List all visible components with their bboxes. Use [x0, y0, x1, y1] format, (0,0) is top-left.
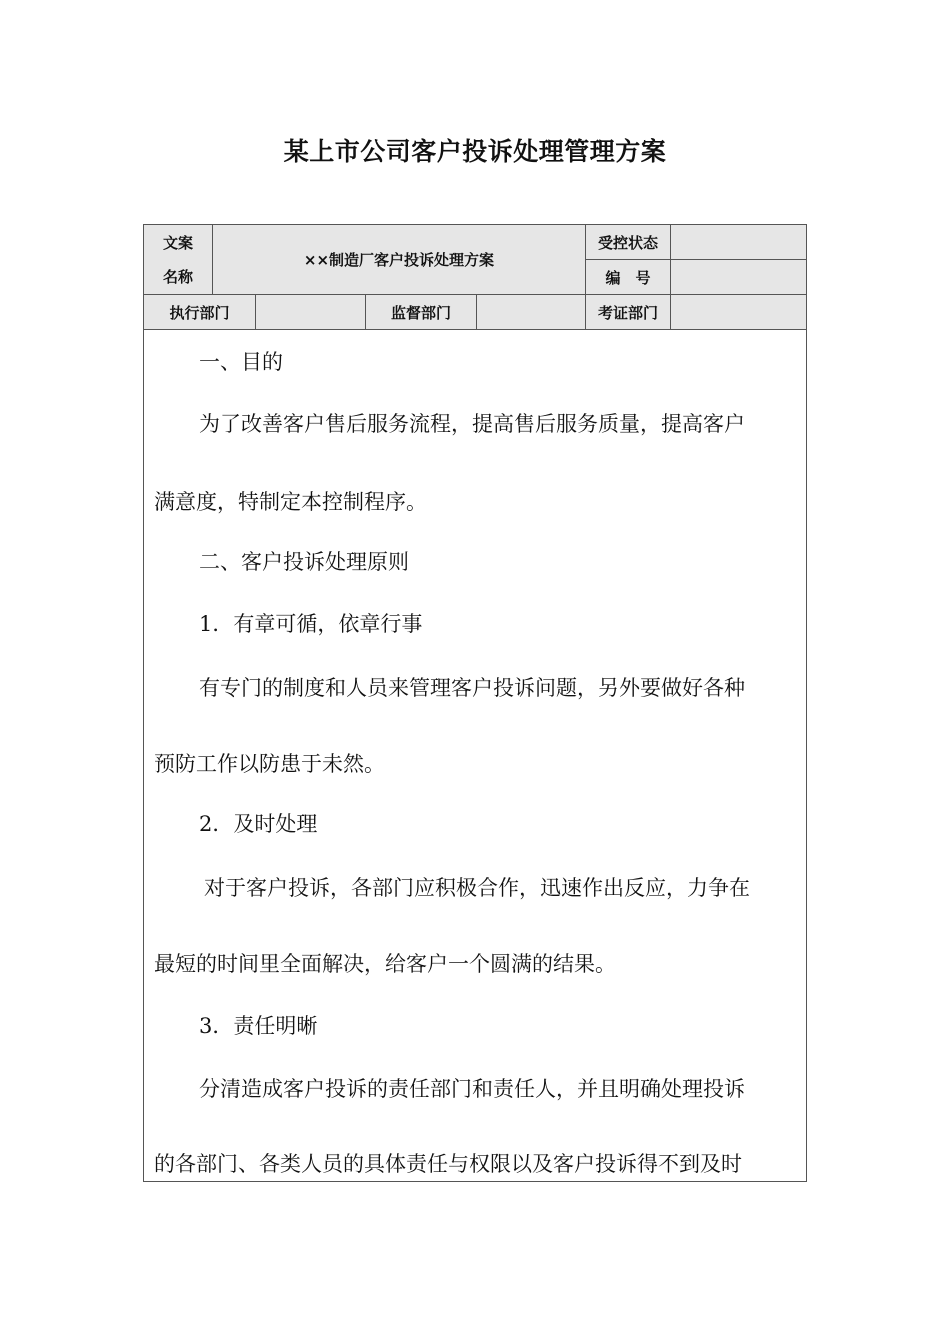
verify-dept-value	[671, 295, 806, 330]
subheading-timely: 2．及时处理	[199, 812, 318, 836]
exec-dept-label: 执行部门	[144, 295, 256, 330]
doc-name-label	[144, 225, 213, 295]
number-label: 编 号	[586, 260, 671, 295]
control-status-label: 受控状态	[586, 225, 671, 260]
doc-name-value: ××制造厂客户投诉处理方案	[213, 225, 586, 295]
paragraph-line: 分清造成客户投诉的责任部门和责任人，并且明确处理投诉	[199, 1077, 745, 1101]
heading-principles: 二、客户投诉处理原则	[199, 550, 409, 574]
heading-purpose: 一、目的	[199, 350, 283, 374]
document-body	[144, 330, 806, 1181]
doc-name-label-line1: 文案	[162, 233, 193, 252]
supervise-dept-label: 监督部门	[366, 295, 477, 330]
paragraph-line: 有专门的制度和人员来管理客户投诉问题，另外要做好各种	[199, 676, 745, 700]
paragraph-line: 满意度，特制定本控制程序。	[154, 490, 427, 514]
exec-dept-value	[256, 295, 366, 330]
paragraph-line: 对于客户投诉，各部门应积极合作，迅速作出反应，力争在	[204, 876, 750, 900]
number-value	[671, 260, 806, 295]
control-status-value	[671, 225, 806, 260]
page-title: 某上市公司客户投诉处理管理方案	[283, 137, 667, 166]
subheading-responsibility: 3．责任明晰	[199, 1014, 318, 1038]
document-table	[143, 224, 807, 1182]
doc-name-label-line2: 名称	[162, 267, 193, 286]
subheading-rules: 1．有章可循，依章行事	[199, 612, 423, 636]
supervise-dept-value	[477, 295, 586, 330]
paragraph-line: 的各部门、各类人员的具体责任与权限以及客户投诉得不到及时	[154, 1152, 742, 1176]
paragraph-line: 预防工作以防患于未然。	[154, 752, 385, 776]
paragraph-line: 为了改善客户售后服务流程，提高售后服务质量，提高客户	[199, 412, 745, 436]
verify-dept-label: 考证部门	[586, 295, 671, 330]
paragraph-line: 最短的时间里全面解决，给客户一个圆满的结果。	[154, 952, 616, 976]
